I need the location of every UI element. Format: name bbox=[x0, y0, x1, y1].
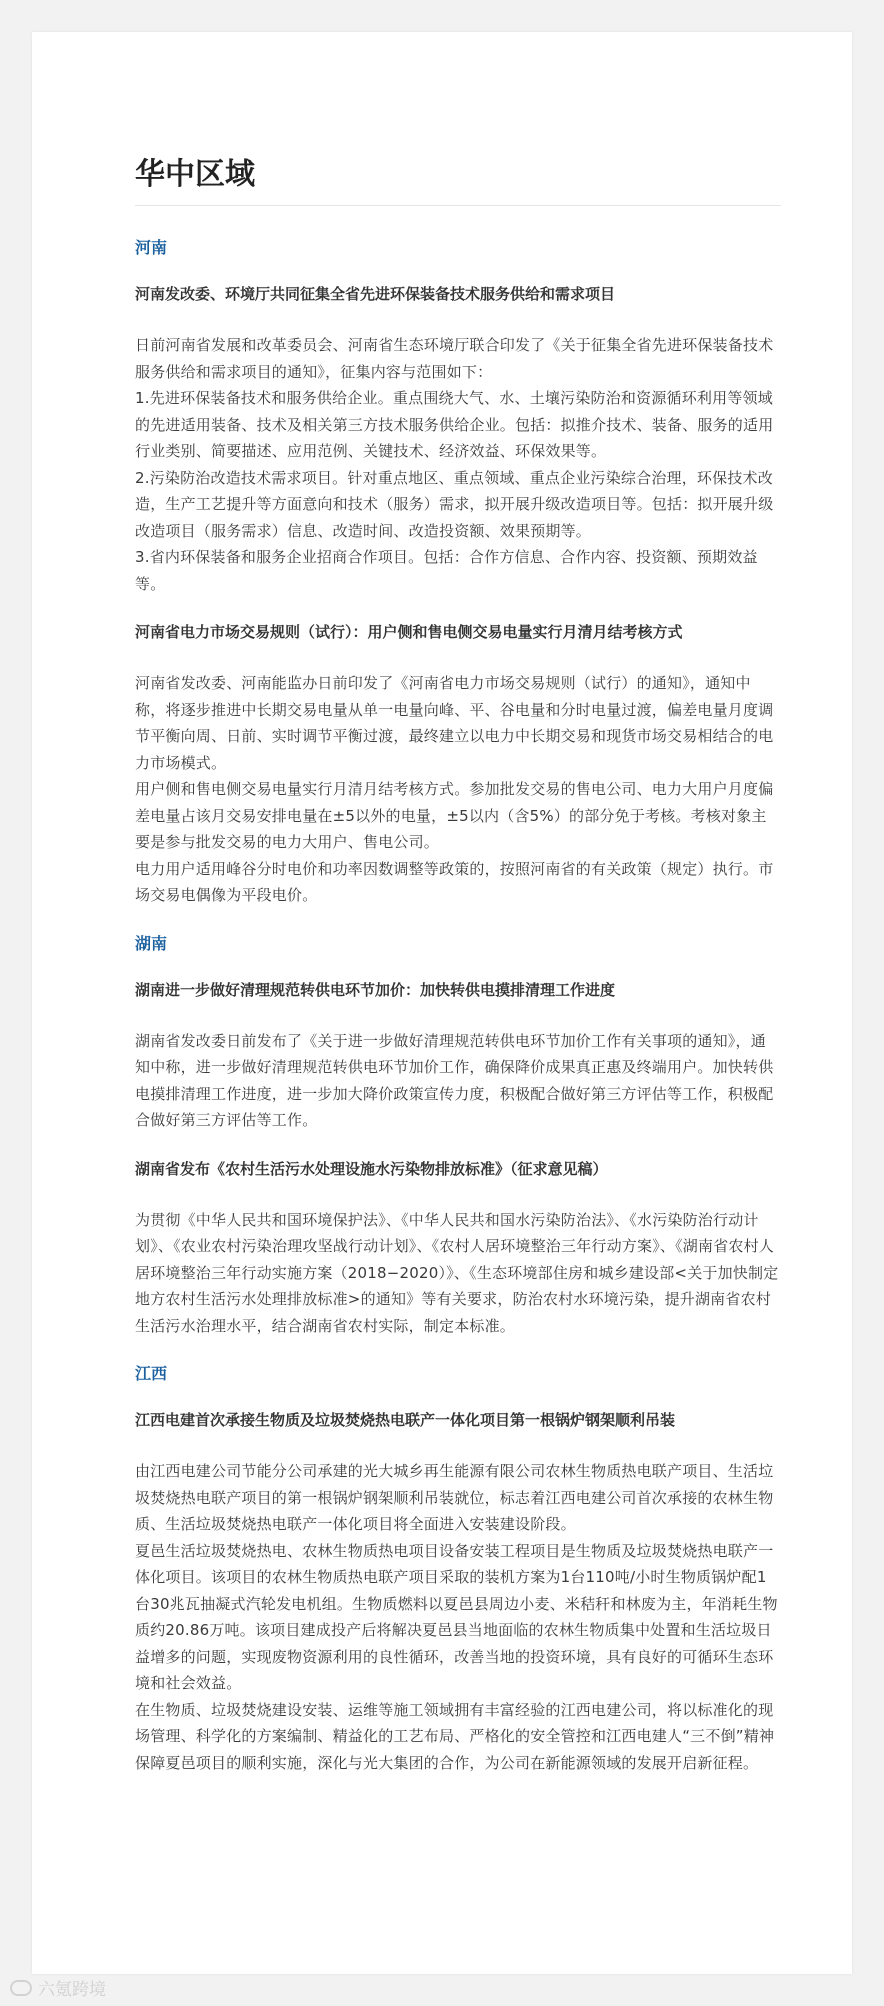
paragraph: 2.污染防治改造技术需求项目。针对重点地区、重点领域、重点企业污染综合治理，环保技术改造，生产工艺提升等方面意向和技术（服务）需求，拟开展升级改造项目等。包括：拟开展升级改造项目（服务需求）信息、改造时间、改造投资额、效果预期等。 bbox=[135, 468, 774, 540]
watermark bbox=[10, 1975, 106, 2000]
article-title: 江西电建首次承接生物质及垃圾焚烧热电联产一体化项目第一根锅炉钢架顺利吊装 bbox=[135, 1411, 676, 1429]
paragraph: 日前河南省发展和改革委员会、河南省生态环境厅联合印发了《关于征集全省先进环保装备技术服务供给和需求项目的通知》，征集内容与范围如下： bbox=[135, 336, 774, 381]
region-heading-hunan: 湖南 bbox=[135, 933, 168, 953]
paragraph: 为贯彻《中华人民共和国环境保护法》、《中华人民共和国水污染防治法》、《水污染防治行动计划》、《农业农村污染治理攻坚战行动计划》、《农村人居环境整治三年行动方案》、《湖南省农村人居环境整治三年行动实施方案（2018−2020）》、《生态环境部住房和城乡建设部<关于加快制定地方农村生活污水处理排放标准>的通知》等有关要求，防治农村水环境污染，提升湖南省农村生活污水治理水平，结合湖南省农村实际，制定本标准。 bbox=[135, 1210, 779, 1335]
brand-logo-icon bbox=[10, 1980, 32, 1996]
document-content bbox=[135, 155, 781, 1776]
article-body bbox=[135, 1207, 781, 1340]
article-title: 河南省电力市场交易规则（试行）：用户侧和售电侧交易电量实行月清月结考核方式 bbox=[135, 623, 683, 641]
region-heading-jiangxi: 江西 bbox=[135, 1364, 168, 1383]
paragraph: 夏邑生活垃圾焚烧热电、农林生物质热电项目设备安装工程项目是生物质及垃圾焚烧热电联产一体化项目。该项目的农林生物质热电联产项目采取的装机方案为1台110吨/小时生物质锅炉配1台30兆瓦抽凝式汽轮发电机组。生物质燃料以夏邑县周边小麦、米秸秆和林废为主，年消耗生物质约20.86万吨。该项目建成投产后将解决夏邑县当地面临的农林生物质集中处置和生活垃圾日益增多的问题，实现废物资源利用的良性循环，改善当地的投资环境，具有良好的可循环生态环境和社会效益。 bbox=[135, 1541, 778, 1692]
paragraph: 电力用户适用峰谷分时电价和功率因数调整等政策的，按照河南省的有关政策（规定）执行。市场交易电偶像为平段电价。 bbox=[135, 859, 774, 904]
page-title: 华中区域 bbox=[135, 155, 781, 206]
paragraph: 3.省内环保装备和服务企业招商合作项目。包括：合作方信息、合作内容、投资额、预期效益等。 bbox=[135, 548, 758, 593]
paragraph: 在生物质、垃圾焚烧建设安装、运维等施工领域拥有丰富经验的江西电建公司，将以标准化的现场管理、科学化的方案编制、精益化的工艺布局、严格化的安全管控和江西电建人“三不倒”精神保障夏邑项目的顺利实施，深化与光大集团的合作，为公司在新能源领域的发展开启新征程。 bbox=[135, 1700, 775, 1772]
watermark-text: 六氪跨境 bbox=[38, 1980, 106, 2000]
paragraph: 由江西电建公司节能分公司承建的光大城乡再生能源有限公司农林生物质热电联产项目、生活垃圾焚烧热电联产项目的第一根锅炉钢架顺利吊装就位，标志着江西电建公司首次承接的农林生物质、生活垃圾焚烧热电联产一体化项目将全面进入安装建设阶段。 bbox=[135, 1462, 774, 1533]
article-body bbox=[135, 332, 781, 597]
document-card bbox=[32, 32, 852, 1974]
article-title: 湖南省发布《农村生活污水处理设施水污染物排放标准》（征求意见稿） bbox=[135, 1159, 608, 1178]
paragraph: 1.先进环保装备技术和服务供给企业。重点围绕大气、水、土壤污染防治和资源循环利用等领域的先进适用装备、技术及相关第三方技术服务供给企业。包括：拟推介技术、装备、服务的适用行业类别、简要描述、应用范例、关键技术、经济效益、环保效果等。 bbox=[135, 389, 774, 460]
article-body bbox=[135, 670, 781, 909]
paragraph: 用户侧和售电侧交易电量实行月清月结考核方式。参加批发交易的售电公司、电力大用户月度偏差电量占该月交易安排电量在±5以外的电量，±5以内（含5%）的部分免于考核。考核对象主要是参与批发交易的电力大用户、售电公司。 bbox=[135, 780, 774, 851]
paragraph: 河南省发改委、河南能监办日前印发了《河南省电力市场交易规则（试行）的通知》，通知中称，将逐步推进中长期交易电量从单一电量向峰、平、谷电量和分时电量过渡，偏差电量月度调节平衡向周、日前、实时调节平衡过渡，最终建立以电力中长期交易和现货市场交易相结合的电力市场模式。 bbox=[135, 674, 774, 772]
article-body bbox=[135, 1458, 781, 1776]
region-heading-henan: 河南 bbox=[135, 238, 168, 257]
paragraph: 湖南省发改委日前发布了《关于进一步做好清理规范转供电环节加价工作有关事项的通知》，通知中称，进一步做好清理规范转供电环节加价工作，确保降价成果真正惠及终端用户。加快转供电摸排清理工作进度，进一步加大降价政策宣传力度，积极配合做好第三方评估等工作，积极配合做好第三方评估等工作。 bbox=[135, 1031, 774, 1129]
article-body bbox=[135, 1028, 781, 1134]
article-title: 湖南进一步做好清理规范转供电环节加价：加快转供电摸排清理工作进度 bbox=[135, 980, 616, 999]
article-title: 河南发改委、环境厅共同征集全省先进环保装备技术服务供给和需求项目 bbox=[135, 285, 616, 303]
